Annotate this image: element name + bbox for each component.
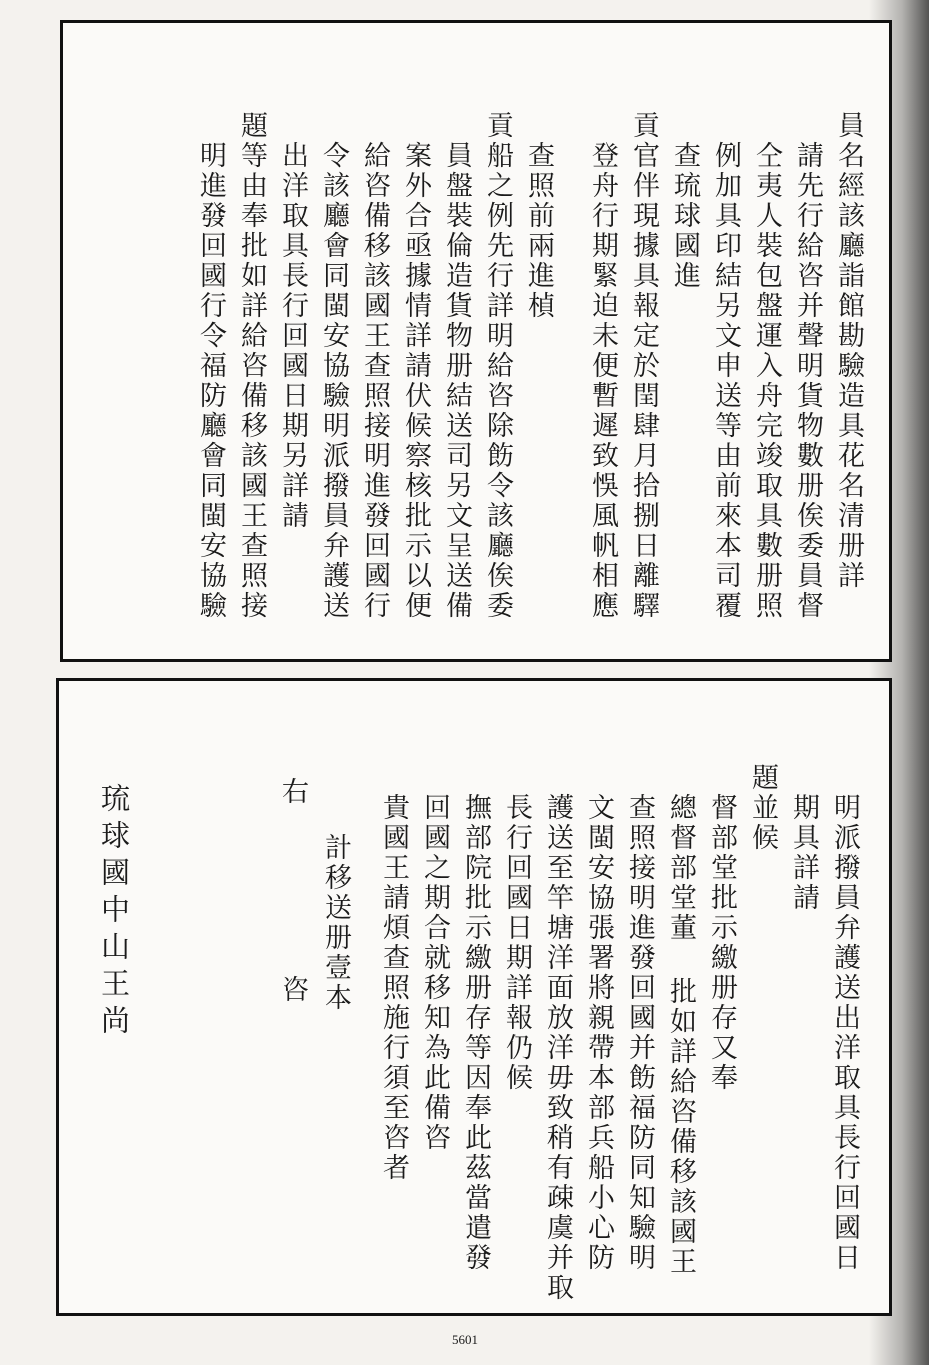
text-column: 請先行給咨并聲明貨物數册俟委員督 [792, 141, 823, 621]
text-column: 出洋取具長行回國日期另詳請 [277, 141, 308, 531]
text-column: 督部堂批示繳册存又奉 [706, 793, 737, 1093]
text-column: 琉球國中山王尚 [97, 783, 131, 1042]
document-panel-top [60, 20, 892, 662]
text-column: 令該廳會同閩安協驗明派撥員弁護送 [318, 141, 349, 621]
text-column: 回國之期合就移知為此備咨 [419, 793, 450, 1153]
text-column: 例加具印結另文申送等由前來本司覆 [710, 141, 741, 621]
text-column: 登舟行期緊迫未便暫遲致悞風帆相應 [587, 141, 618, 621]
text-column: 仝夷人裝包盤運入舟完竣取具數册照 [751, 141, 782, 621]
text-column: 總督部堂董 批如詳給咨備移該國王 [665, 793, 696, 1277]
text-column: 明派撥員弁護送出洋取具長行回國日 [829, 793, 860, 1273]
text-column: 文閩安協張署將親帶本部兵船小心防 [583, 793, 614, 1273]
text-column: 查照接明進發回國并飭福防同知驗明 [624, 793, 655, 1273]
text-column: 右 咨 [277, 777, 308, 1072]
text-column: 期具詳請 [788, 793, 819, 913]
page-number: 5601 [452, 1332, 478, 1347]
text-column: 題等由奉批如詳給咨備移該國王查照接 [236, 111, 267, 621]
text-column: 員盤裝倫造貨物册結送司另文呈送備 [441, 141, 472, 621]
text-column: 查照前兩進楨 [523, 141, 554, 321]
text-column: 撫部院批示繳册存等因奉此茲當遣發 [460, 793, 491, 1273]
text-column: 明進發回國行令福防廳會同閩安協驗 [195, 141, 226, 621]
text-column: 查琉球國進 [669, 141, 700, 291]
text-column: 題並候 [747, 763, 778, 853]
document-panel-bottom [56, 678, 892, 1316]
text-column: 案外合亟據情詳請伏候察核批示以便 [400, 141, 431, 621]
text-column: 貢官伴現據具報定於閏肆月拾捌日離驛 [628, 111, 659, 621]
text-column: 貴國王請煩查照施行須至咨者 [378, 793, 409, 1183]
text-column: 長行回國日期詳報仍候 [501, 793, 532, 1093]
text-column: 員名經該廳詣館勘驗造具花名清册詳 [833, 111, 864, 591]
text-column: 貢船之例先行詳明給咨除飭令該廳俟委 [482, 111, 513, 621]
text-column: 計移送册壹本 [320, 833, 351, 1013]
text-column: 護送至竿塘洋面放洋毋致稍有疎虞并取 [542, 793, 573, 1303]
text-column: 給咨備移該國王查照接明進發回國行 [359, 141, 390, 621]
